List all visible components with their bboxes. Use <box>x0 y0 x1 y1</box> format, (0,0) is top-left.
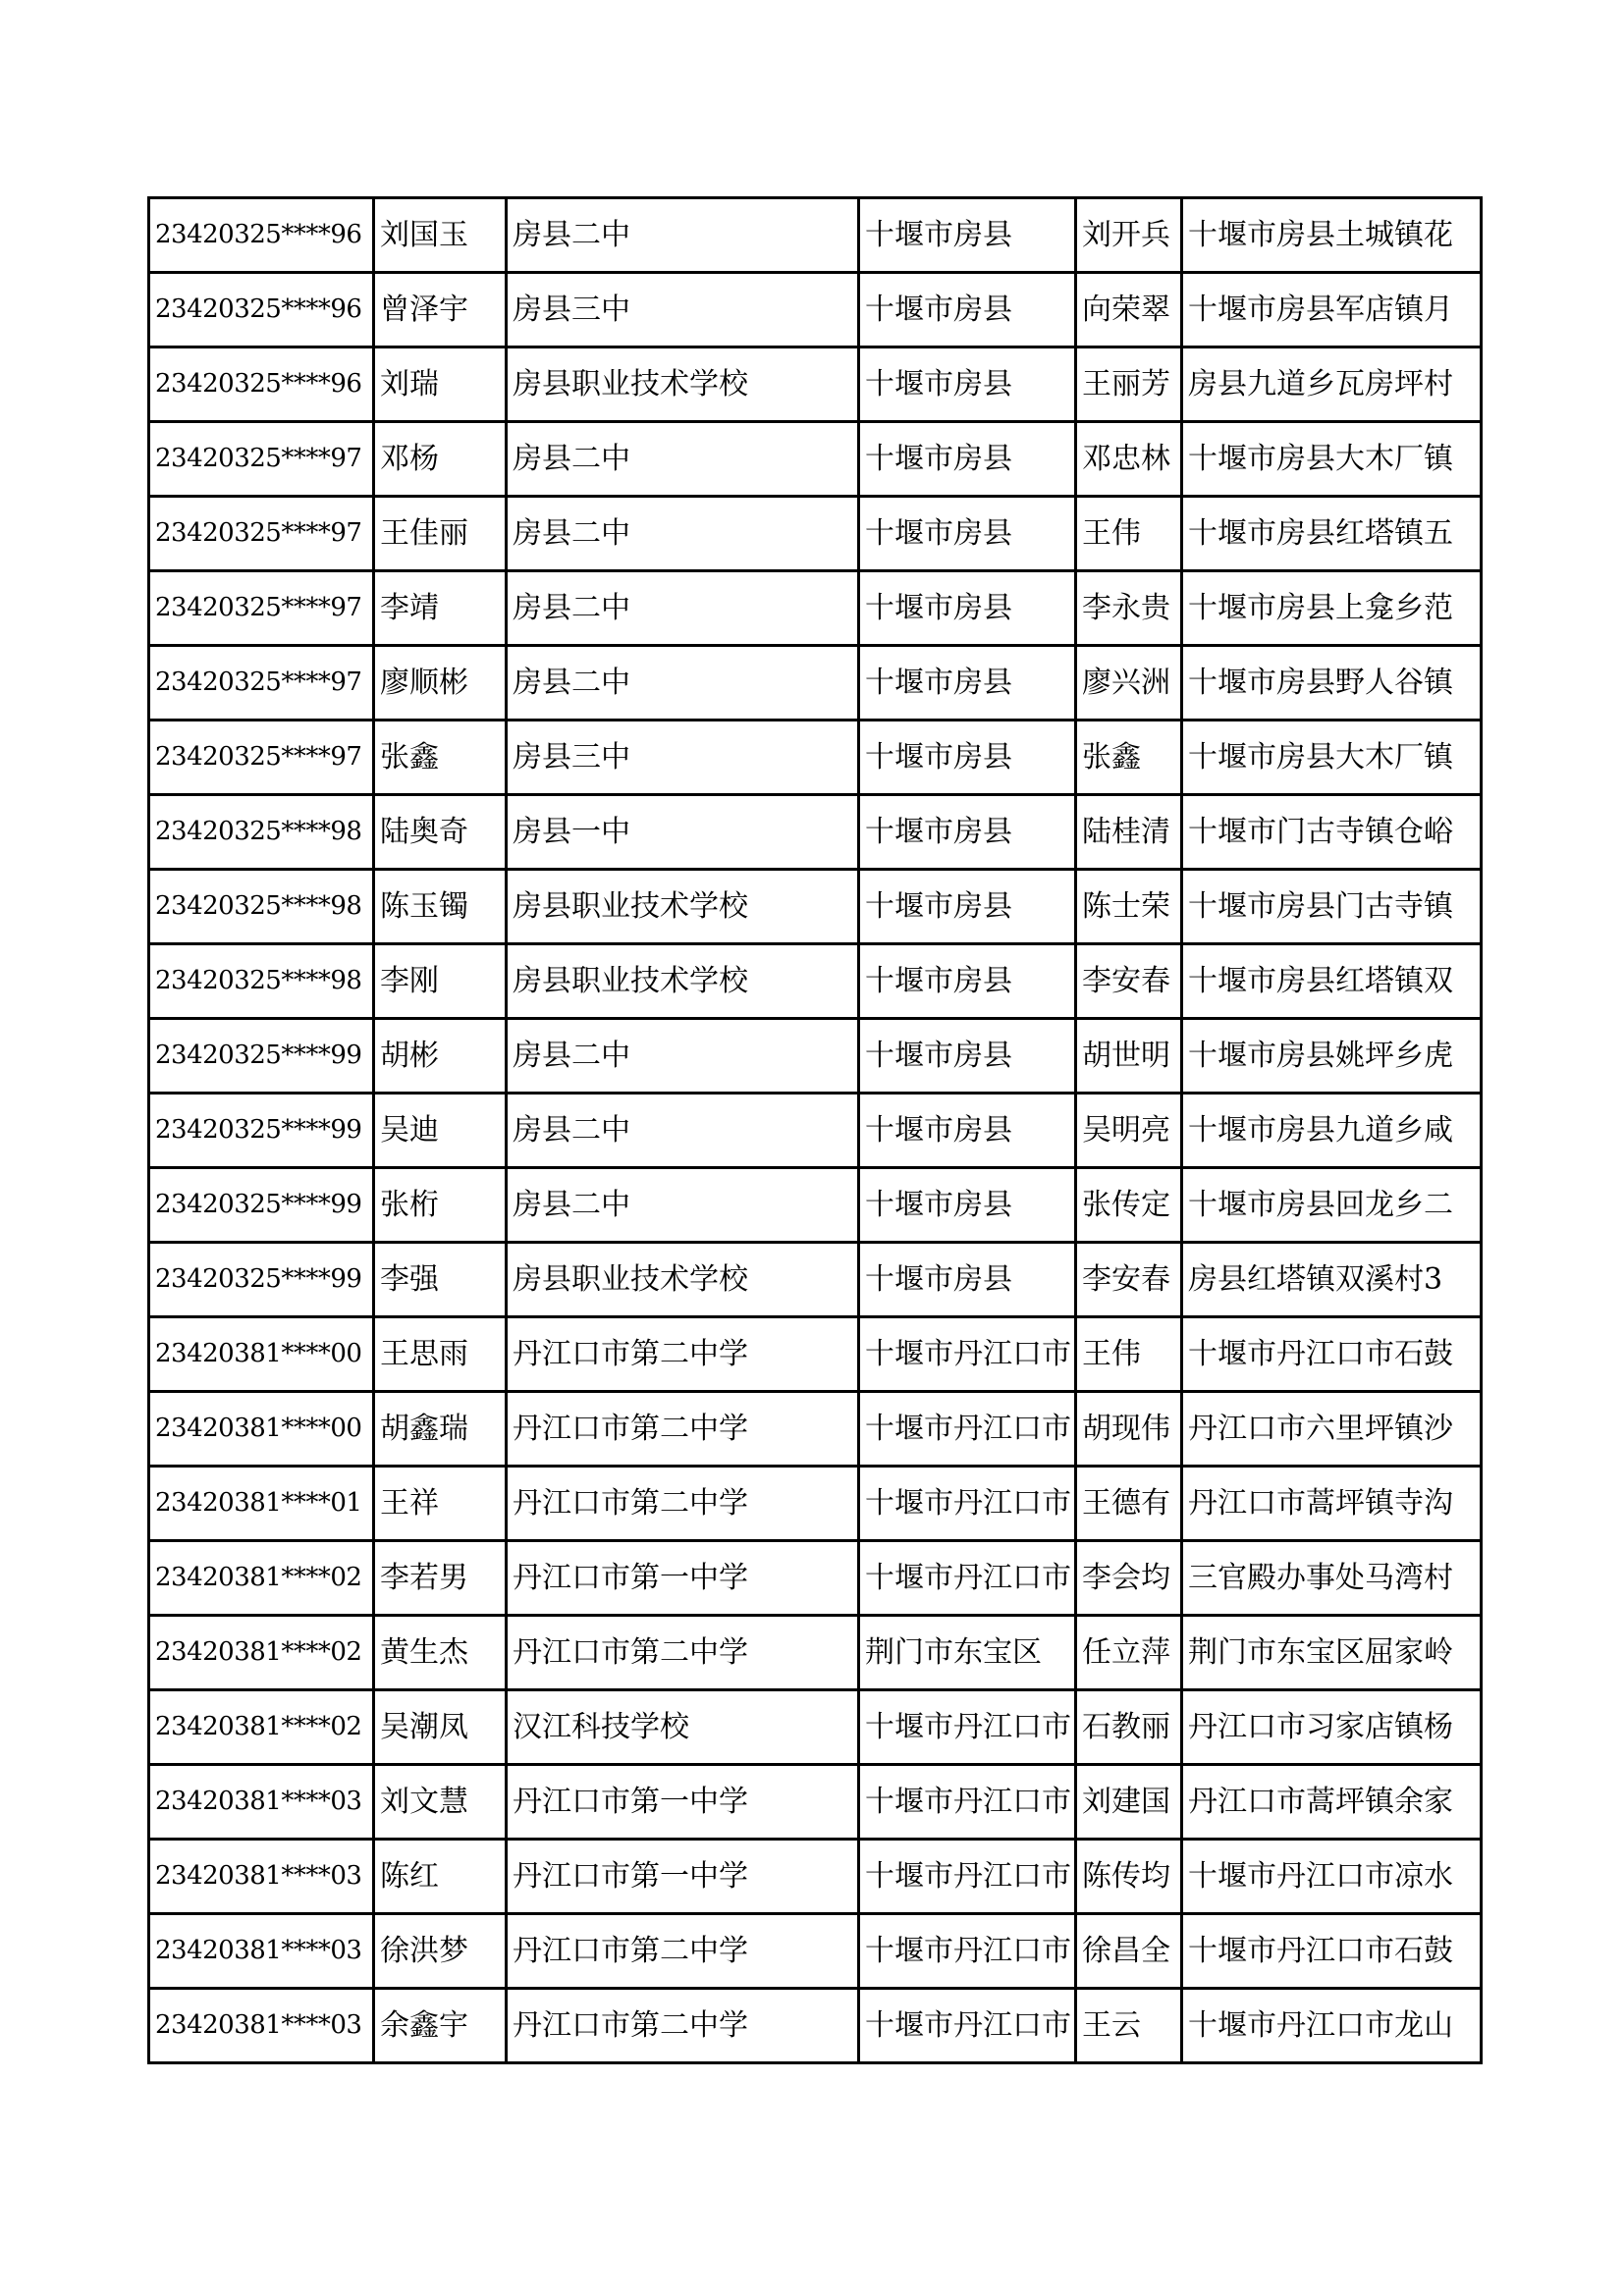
student-name-cell: 刘瑞 <box>374 347 507 422</box>
address-cell: 丹江口市蒿坪镇余家 <box>1182 1765 1482 1840</box>
id-number-cell: 23420381****02 <box>149 1616 374 1690</box>
id-number-cell: 23420325****99 <box>149 1168 374 1243</box>
table-row <box>149 1019 1482 1094</box>
student-name-cell: 刘国玉 <box>374 198 507 273</box>
school-cell: 房县职业技术学校 <box>507 870 859 944</box>
region-cell: 十堰市房县 <box>859 944 1076 1019</box>
table-row <box>149 273 1482 347</box>
address-cell: 十堰市房县大木厂镇 <box>1182 422 1482 497</box>
address-cell: 十堰市丹江口市龙山 <box>1182 1989 1482 2063</box>
id-number-cell: 23420325****98 <box>149 795 374 870</box>
region-cell: 十堰市丹江口市 <box>859 1765 1076 1840</box>
table-row <box>149 571 1482 646</box>
region-cell: 十堰市房县 <box>859 422 1076 497</box>
id-number-cell: 23420325****97 <box>149 571 374 646</box>
school-cell: 房县职业技术学校 <box>507 347 859 422</box>
id-number-cell: 23420381****03 <box>149 1840 374 1914</box>
table-row <box>149 1616 1482 1690</box>
region-cell: 荆门市东宝区 <box>859 1616 1076 1690</box>
guardian-name-cell: 李安春 <box>1076 1243 1182 1317</box>
school-cell: 房县二中 <box>507 497 859 571</box>
school-cell: 房县二中 <box>507 1168 859 1243</box>
region-cell: 十堰市房县 <box>859 870 1076 944</box>
id-number-cell: 23420325****96 <box>149 347 374 422</box>
region-cell: 十堰市房县 <box>859 721 1076 795</box>
region-cell: 十堰市房县 <box>859 198 1076 273</box>
region-cell: 十堰市房县 <box>859 646 1076 721</box>
address-cell: 十堰市门古寺镇仓峪 <box>1182 795 1482 870</box>
table-row <box>149 721 1482 795</box>
student-name-cell: 李强 <box>374 1243 507 1317</box>
address-cell: 十堰市房县红塔镇五 <box>1182 497 1482 571</box>
table-row <box>149 1840 1482 1914</box>
id-number-cell: 23420381****00 <box>149 1317 374 1392</box>
region-cell: 十堰市丹江口市 <box>859 1541 1076 1616</box>
table-row <box>149 1094 1482 1168</box>
guardian-name-cell: 李永贵 <box>1076 571 1182 646</box>
id-number-cell: 23420381****02 <box>149 1541 374 1616</box>
guardian-name-cell: 王云 <box>1076 1989 1182 2063</box>
table-row <box>149 795 1482 870</box>
table-row <box>149 1392 1482 1467</box>
guardian-name-cell: 陈士荣 <box>1076 870 1182 944</box>
school-cell: 房县二中 <box>507 571 859 646</box>
table-row <box>149 1317 1482 1392</box>
id-number-cell: 23420381****02 <box>149 1690 374 1765</box>
school-cell: 丹江口市第一中学 <box>507 1840 859 1914</box>
id-number-cell: 23420381****03 <box>149 1914 374 1989</box>
student-name-cell: 李刚 <box>374 944 507 1019</box>
school-cell: 汉江科技学校 <box>507 1690 859 1765</box>
region-cell: 十堰市丹江口市 <box>859 1317 1076 1392</box>
guardian-name-cell: 胡现伟 <box>1076 1392 1182 1467</box>
id-number-cell: 23420325****97 <box>149 422 374 497</box>
address-cell: 丹江口市六里坪镇沙 <box>1182 1392 1482 1467</box>
address-cell: 十堰市房县红塔镇双 <box>1182 944 1482 1019</box>
region-cell: 十堰市房县 <box>859 795 1076 870</box>
table-row <box>149 347 1482 422</box>
school-cell: 房县三中 <box>507 273 859 347</box>
table-row <box>149 1690 1482 1765</box>
id-number-cell: 23420325****99 <box>149 1243 374 1317</box>
student-name-cell: 曾泽宇 <box>374 273 507 347</box>
region-cell: 十堰市丹江口市 <box>859 1392 1076 1467</box>
guardian-name-cell: 廖兴洲 <box>1076 646 1182 721</box>
table-row <box>149 646 1482 721</box>
school-cell: 房县二中 <box>507 422 859 497</box>
guardian-name-cell: 陆桂清 <box>1076 795 1182 870</box>
guardian-name-cell: 邓忠林 <box>1076 422 1182 497</box>
school-cell: 房县一中 <box>507 795 859 870</box>
student-name-cell: 王思雨 <box>374 1317 507 1392</box>
student-name-cell: 胡彬 <box>374 1019 507 1094</box>
student-name-cell: 李若男 <box>374 1541 507 1616</box>
student-name-cell: 王祥 <box>374 1467 507 1541</box>
student-name-cell: 刘文慧 <box>374 1765 507 1840</box>
address-cell: 十堰市房县姚坪乡虎 <box>1182 1019 1482 1094</box>
table-row <box>149 1765 1482 1840</box>
region-cell: 十堰市房县 <box>859 497 1076 571</box>
student-name-cell: 吴迪 <box>374 1094 507 1168</box>
address-cell: 房县红塔镇双溪村3 <box>1182 1243 1482 1317</box>
guardian-name-cell: 王伟 <box>1076 1317 1182 1392</box>
region-cell: 十堰市房县 <box>859 1019 1076 1094</box>
roster-table-body <box>149 198 1482 2063</box>
school-cell: 丹江口市第一中学 <box>507 1541 859 1616</box>
table-row <box>149 198 1482 273</box>
id-number-cell: 23420381****03 <box>149 1989 374 2063</box>
address-cell: 三官殿办事处马湾村 <box>1182 1541 1482 1616</box>
student-name-cell: 徐洪梦 <box>374 1914 507 1989</box>
school-cell: 丹江口市第二中学 <box>507 1914 859 1989</box>
guardian-name-cell: 刘建国 <box>1076 1765 1182 1840</box>
id-number-cell: 23420381****01 <box>149 1467 374 1541</box>
table-row <box>149 497 1482 571</box>
table-row <box>149 422 1482 497</box>
region-cell: 十堰市房县 <box>859 347 1076 422</box>
student-name-cell: 陆奥奇 <box>374 795 507 870</box>
school-cell: 丹江口市第二中学 <box>507 1392 859 1467</box>
id-number-cell: 23420325****98 <box>149 870 374 944</box>
region-cell: 十堰市丹江口市 <box>859 1914 1076 1989</box>
student-name-cell: 张桁 <box>374 1168 507 1243</box>
student-name-cell: 陈玉镯 <box>374 870 507 944</box>
guardian-name-cell: 张传定 <box>1076 1168 1182 1243</box>
guardian-name-cell: 陈传均 <box>1076 1840 1182 1914</box>
id-number-cell: 23420325****96 <box>149 273 374 347</box>
address-cell: 十堰市丹江口市石鼓 <box>1182 1317 1482 1392</box>
region-cell: 十堰市房县 <box>859 273 1076 347</box>
school-cell: 房县职业技术学校 <box>507 944 859 1019</box>
table-row <box>149 1914 1482 1989</box>
guardian-name-cell: 王丽芳 <box>1076 347 1182 422</box>
guardian-name-cell: 吴明亮 <box>1076 1094 1182 1168</box>
school-cell: 丹江口市第一中学 <box>507 1765 859 1840</box>
guardian-name-cell: 李安春 <box>1076 944 1182 1019</box>
address-cell: 十堰市丹江口市石鼓 <box>1182 1914 1482 1989</box>
guardian-name-cell: 向荣翠 <box>1076 273 1182 347</box>
table-row <box>149 870 1482 944</box>
school-cell: 丹江口市第二中学 <box>507 1467 859 1541</box>
table-row <box>149 1168 1482 1243</box>
address-cell: 十堰市房县上龛乡范 <box>1182 571 1482 646</box>
address-cell: 十堰市房县大木厂镇 <box>1182 721 1482 795</box>
id-number-cell: 23420325****97 <box>149 497 374 571</box>
school-cell: 房县二中 <box>507 1094 859 1168</box>
school-cell: 房县二中 <box>507 646 859 721</box>
region-cell: 十堰市房县 <box>859 1168 1076 1243</box>
address-cell: 十堰市房县军店镇月 <box>1182 273 1482 347</box>
address-cell: 十堰市房县回龙乡二 <box>1182 1168 1482 1243</box>
address-cell: 十堰市房县野人谷镇 <box>1182 646 1482 721</box>
school-cell: 房县二中 <box>507 1019 859 1094</box>
address-cell: 丹江口市习家店镇杨 <box>1182 1690 1482 1765</box>
address-cell: 十堰市房县门古寺镇 <box>1182 870 1482 944</box>
student-name-cell: 邓杨 <box>374 422 507 497</box>
id-number-cell: 23420325****99 <box>149 1019 374 1094</box>
school-cell: 丹江口市第二中学 <box>507 1616 859 1690</box>
region-cell: 十堰市丹江口市 <box>859 1840 1076 1914</box>
address-cell: 荆门市东宝区屈家岭 <box>1182 1616 1482 1690</box>
guardian-name-cell: 刘开兵 <box>1076 198 1182 273</box>
student-name-cell: 余鑫宇 <box>374 1989 507 2063</box>
table-row <box>149 944 1482 1019</box>
id-number-cell: 23420381****03 <box>149 1765 374 1840</box>
student-name-cell: 王佳丽 <box>374 497 507 571</box>
id-number-cell: 23420381****00 <box>149 1392 374 1467</box>
region-cell: 十堰市丹江口市 <box>859 1989 1076 2063</box>
guardian-name-cell: 李会均 <box>1076 1541 1182 1616</box>
region-cell: 十堰市丹江口市 <box>859 1690 1076 1765</box>
guardian-name-cell: 王德有 <box>1076 1467 1182 1541</box>
guardian-name-cell: 任立萍 <box>1076 1616 1182 1690</box>
id-number-cell: 23420325****97 <box>149 646 374 721</box>
student-name-cell: 吴潮凤 <box>374 1690 507 1765</box>
id-number-cell: 23420325****98 <box>149 944 374 1019</box>
table-row <box>149 1989 1482 2063</box>
school-cell: 房县职业技术学校 <box>507 1243 859 1317</box>
table-row <box>149 1243 1482 1317</box>
address-cell: 十堰市房县九道乡咸 <box>1182 1094 1482 1168</box>
student-name-cell: 陈红 <box>374 1840 507 1914</box>
table-row <box>149 1541 1482 1616</box>
address-cell: 十堰市房县土城镇花 <box>1182 198 1482 273</box>
region-cell: 十堰市房县 <box>859 1094 1076 1168</box>
address-cell: 房县九道乡瓦房坪村 <box>1182 347 1482 422</box>
address-cell: 丹江口市蒿坪镇寺沟 <box>1182 1467 1482 1541</box>
guardian-name-cell: 石教丽 <box>1076 1690 1182 1765</box>
student-name-cell: 李靖 <box>374 571 507 646</box>
school-cell: 丹江口市第二中学 <box>507 1317 859 1392</box>
student-name-cell: 廖顺彬 <box>374 646 507 721</box>
region-cell: 十堰市房县 <box>859 1243 1076 1317</box>
student-name-cell: 黄生杰 <box>374 1616 507 1690</box>
school-cell: 房县三中 <box>507 721 859 795</box>
student-name-cell: 胡鑫瑞 <box>374 1392 507 1467</box>
student-name-cell: 张鑫 <box>374 721 507 795</box>
roster-table <box>147 196 1483 2064</box>
id-number-cell: 23420325****96 <box>149 198 374 273</box>
address-cell: 十堰市丹江口市凉水 <box>1182 1840 1482 1914</box>
guardian-name-cell: 胡世明 <box>1076 1019 1182 1094</box>
table-row <box>149 1467 1482 1541</box>
region-cell: 十堰市房县 <box>859 571 1076 646</box>
guardian-name-cell: 王伟 <box>1076 497 1182 571</box>
region-cell: 十堰市丹江口市 <box>859 1467 1076 1541</box>
school-cell: 房县二中 <box>507 198 859 273</box>
guardian-name-cell: 张鑫 <box>1076 721 1182 795</box>
school-cell: 丹江口市第二中学 <box>507 1989 859 2063</box>
guardian-name-cell: 徐昌全 <box>1076 1914 1182 1989</box>
id-number-cell: 23420325****99 <box>149 1094 374 1168</box>
id-number-cell: 23420325****97 <box>149 721 374 795</box>
